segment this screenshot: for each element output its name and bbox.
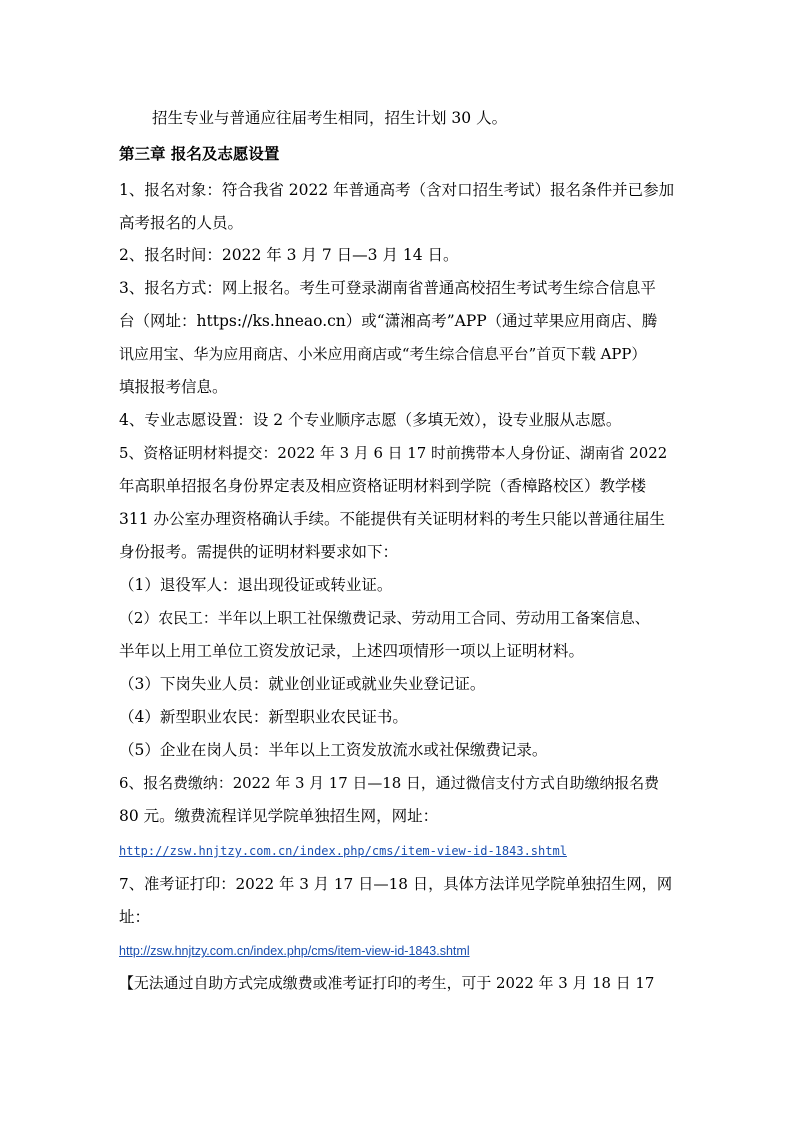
chapter-heading: 第三章 报名及志愿设置 [119, 145, 280, 163]
item-3-line-4: 填报报考信息。 [119, 378, 228, 396]
paragraph-enrollment-plan: 招生专业与普通应往届考生相同，招生计划 30 人。 [152, 109, 508, 127]
subitem-employees: （5）企业在岗人员：半年以上工资发放流水或社保缴费记录。 [119, 741, 548, 759]
item-3-line-3: 讯应用宝、华为应用商店、小米应用商店或“考生综合信息平台”首页下载 APP） [119, 345, 647, 363]
item-7-line-2: 址： [119, 908, 151, 926]
item-5-line-3: 311 办公室办理资格确认手续。不能提供有关证明材料的考生只能以普通往届生 [119, 510, 666, 528]
item-5-line-1: 5、资格证明材料提交：2022 年 3 月 6 日 17 时前携带本人身份证、湖南省 2022 [119, 444, 668, 462]
item-1-line-2: 高考报名的人员。 [119, 214, 244, 232]
subitem-migrant-workers-line-2: 半年以上用工单位工资发放记录，上述四项情形一项以上证明材料。 [119, 642, 585, 660]
item-6-line-1: 6、报名费缴纳：2022 年 3 月 17 日—18 日，通过微信支付方式自助缴纳报名费 [119, 774, 660, 792]
item-3-line-1: 3、报名方式：网上报名。考生可登录湖南省普通高校招生考试考生综合信息平 [119, 279, 656, 297]
item-4-major-preference: 4、专业志愿设置：设 2 个专业顺序志愿（多填无效），设专业服从志愿。 [119, 411, 622, 429]
item-2-registration-time: 2、报名时间：2022 年 3 月 7 日—3 月 14 日。 [119, 246, 459, 264]
subitem-new-farmers: （4）新型职业农民：新型职业农民证书。 [119, 708, 408, 726]
subitem-veterans: （1）退役军人：退出现役证或转业证。 [119, 576, 393, 594]
item-5-line-4: 身份报考。需提供的证明材料要求如下： [119, 543, 399, 561]
fee-payment-link[interactable]: http://zsw.hnjtzy.com.cn/index.php/cms/item-view-id-1843.shtml [119, 844, 567, 858]
item-1-line-1: 1、报名对象：符合我省 2022 年普通高考（含对口招生考试）报名条件并已参加 [119, 181, 675, 199]
item-3-line-2: 台（网址：https://ks.hneao.cn）或“潇湘高考”APP（通过苹果应用商店、腾 [119, 312, 658, 330]
notice-bracket-line: 【无法通过自助方式完成缴费或准考证打印的考生，可于 2022 年 3 月 18 日 17 [119, 974, 655, 992]
subitem-unemployed: （3）下岗失业人员：就业创业证或就业失业登记证。 [119, 675, 486, 693]
admission-ticket-link[interactable]: http://zsw.hnjtzy.com.cn/index.php/cms/item-view-id-1843.shtml [119, 944, 470, 958]
item-7-line-1: 7、准考证打印：2022 年 3 月 17 日—18 日，具体方法详见学院单独招生网，网 [119, 875, 673, 893]
subitem-migrant-workers-line-1: （2）农民工：半年以上职工社保缴费记录、劳动用工合同、劳动用工备案信息、 [119, 609, 650, 627]
item-5-line-2: 年高职单招报名身份界定表及相应资格证明材料到学院（香樟路校区）教学楼 [119, 477, 647, 495]
item-6-line-2: 80 元。缴费流程详见学院单独招生网，网址： [119, 807, 439, 825]
